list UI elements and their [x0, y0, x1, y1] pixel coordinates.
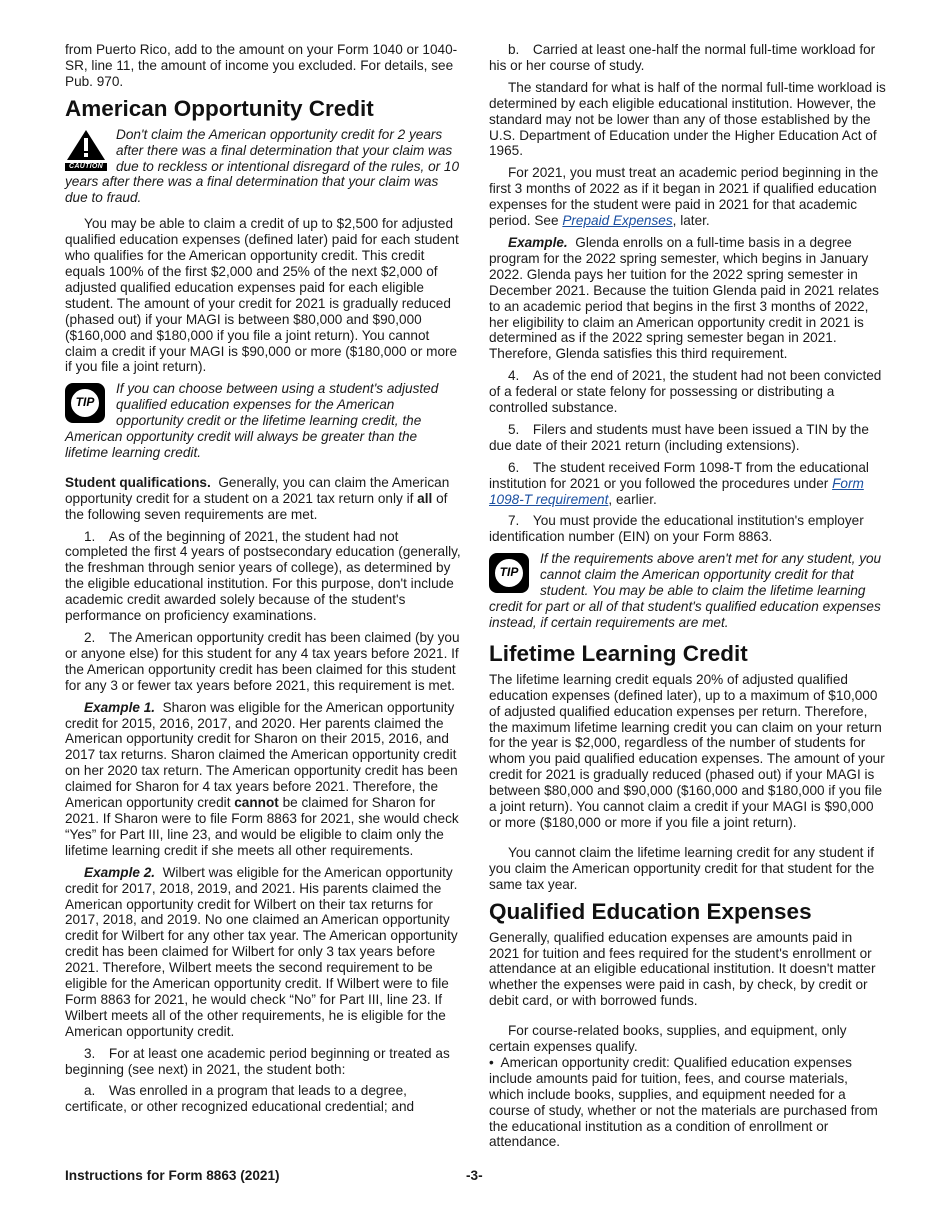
tip-note-2 [489, 551, 886, 631]
requirement-3b: b. Carried at least one-half the normal full-time workload for his or her course of study. [489, 42, 876, 73]
footer-title: Instructions for Form 8863 (2021) [65, 1168, 280, 1183]
form-1098t-link[interactable]: Form 1098-T requirement [489, 475, 864, 507]
qee-paragraph-2: For course-related books, supplies, and equipment, only certain expenses qualify. [489, 1023, 847, 1055]
left-column [65, 42, 462, 1121]
qee-bullet: • American opportunity credit: Qualified education expenses include amounts paid for tuition, fees, and course materials, which include books, supplies, and equipment needed for a course of study, whether or not the materials are purchased from the educational institution as a condition of enrollment or attendance. [489, 1054, 878, 1150]
requirement-5: 5. Filers and students must have been issued a TIN by the due date of their 2021 return (including extensions). [489, 421, 869, 453]
requirement-6 [489, 460, 886, 508]
requirement-7: 7. You must provide the educational institution's employer identification number (EIN) on your Form 8863. [489, 513, 864, 545]
right-column [489, 42, 886, 1156]
aoc-heading: American Opportunity Credit [65, 95, 374, 121]
example-1-label: Example 1. [84, 699, 156, 715]
workload-standard: The standard for what is half of the normal full-time workload is determined by each eligible educational institution. However, the standard may not be lower than any of those established by the U.S. Department of Education under the Higher Education Act of 1965. [489, 79, 886, 159]
prepaid-expenses-link[interactable]: Prepaid Expenses [562, 213, 673, 229]
llc-heading: Lifetime Learning Credit [489, 640, 748, 666]
sq-all: all [417, 490, 433, 506]
sq-lead: Student qualifications. [65, 474, 211, 490]
example-1-text-b: be claimed for Sharon for 2021. If Sharon were to file Form 8863 for 2021, she would check “Yes” for Part III, line 23, and would be eligible to claim only the lifetime learning credit if she meets all other requirements. [65, 795, 459, 858]
page-footer [65, 1168, 885, 1183]
caution-label: CAUTION [65, 163, 107, 171]
example-1-text-a: Sharon was eligible for the American opportunity credit for 2015, 2016, 2017, and 2020. Her parents claimed the American opportunity credit for Sharon on their 2015, 2016, and 2017 tax returns. Sharon claimed the American opportunity credit on her 2020 tax return. The American opportunity credit has been claimed for Sharon for 4 tax years before 2021. Therefore, the American opportunity credit [65, 699, 458, 811]
example-glenda [489, 235, 886, 362]
student-qualifications [65, 475, 462, 523]
caution-note [65, 127, 462, 207]
sq-text-b: of the following seven requirements are met. [65, 490, 448, 522]
example-1 [65, 700, 462, 859]
qee-paragraph-1: Generally, qualified education expenses are amounts paid in 2021 for tuition and fees required for the student's enrollment or attendance at an eligible educational institution. It doesn't matter whether the expenses were paid in cash, by check, by credit or debit card, or with borrowed funds. [489, 929, 876, 1009]
example-text: Glenda enrolls on a full-time basis in a degree program for the 2022 spring semester, which begins in January 2022. Glenda pays her tuition for the 2022 spring semester in December 2021. Because the tuition Glenda paid in 2021 relates to an academic period that begins in the first 3 months of 2022, her eligibility to claim an American opportunity credit in 2021 is determined as if the 2022 spring semester began in 2021. Therefore, Glenda satisfies this third requirement. [489, 234, 879, 362]
caution-text: Don't claim the American opportunity credit for 2 years after there was a final determination that your claim was due to reckless or intentional disregard of the rules, or 10 years after there was a final determination that your claim was due to fraud. [65, 126, 460, 206]
example-1-cannot: cannot [234, 795, 279, 811]
tip-icon [65, 383, 111, 425]
example-label: Example. [508, 234, 568, 250]
tip-icon [489, 553, 535, 595]
requirement-3: 3. For at least one academic period beginning or treated as beginning (see next) in 2021, the student both: [65, 1045, 450, 1077]
sq-text-a: Generally, you can claim the American opportunity credit for a student on a 2021 tax return only if [65, 474, 450, 506]
example-2 [65, 865, 462, 1040]
aoc-paragraph: You may be able to claim a credit of up to $2,500 for adjusted qualified education expenses (defined later) paid for each student who qualifies for the American opportunity credit. This credit equals 100% of the first $2,000 and 25% of the next $2,000 of adjusted qualified education expenses paid for each eligible student. The amount of your credit for 2021 is gradually reduced (phased out) if your MAGI is between $80,000 and $90,000 ($160,000 and $180,000 if you file a joint return). You cannot claim a credit if your MAGI is $90,000 or more ($180,000 or more if you file a joint return). [65, 216, 459, 375]
requirement-4: 4. As of the end of 2021, the student had not been convicted of a federal or state felony for possessing or distributing a controlled substance. [489, 368, 882, 416]
academic-period [489, 165, 886, 229]
tip-text-1: If you can choose between using a student's adjusted qualified education expenses for the American opportunity credit or the lifetime learning credit, the American opportunity credit will always be greater than the lifetime learning credit. [65, 381, 439, 460]
period-text-b: , later. [672, 213, 710, 229]
llc-paragraph-2: You cannot claim the lifetime learning credit for any student if you claim the American opportunity credit for that student for the same tax year. [489, 844, 875, 892]
requirement-3a: a. Was enrolled in a program that leads to a degree, certificate, or other recognized educational credential; and [65, 1083, 415, 1115]
period-text-a: For 2021, you must treat an academic period beginning in the first 3 months of 2022 as if it began in 2021 if qualified education expenses for the student were paid in 2021 for that academic period. See [489, 165, 879, 229]
req6-text-b: , earlier. [608, 491, 657, 507]
tip-label: TIP [67, 385, 103, 421]
requirement-1: 1. As of the beginning of 2021, the student had not completed the first 4 years of postsecondary education (generally, the freshman through senior years of college), as determined by the eligible educational institution. For this purpose, don't include academic credit awarded solely because of the student's performance on proficiency examinations. [65, 528, 461, 624]
tip-note-1 [65, 381, 462, 461]
requirement-2: 2. The American opportunity credit has been claimed (by you or anyone else) for this student for any 4 tax years before 2021. If the American opportunity credit has been claimed for this student for any 3 or fewer tax years before 2021, this requirement is met. [65, 630, 460, 693]
req6-text-a: 6. The student received Form 1098-T from the educational institution for 2021 or you followed the procedures under [489, 459, 869, 491]
qee-heading: Qualified Education Expenses [489, 898, 812, 924]
page-number: -3- [466, 1168, 483, 1183]
intro-paragraph: from Puerto Rico, add to the amount on your Form 1040 or 1040-SR, line 11, the amount of income you excluded. For details, see Pub. 970. [65, 42, 458, 89]
example-2-label: Example 2. [84, 864, 156, 880]
llc-paragraph-1: The lifetime learning credit equals 20% of adjusted qualified education expenses (defined later), up to a maximum of $10,000 of adjusted qualified education expenses per return. Therefore, the maximum lifetime learning credit you can claim on your return for the year is $2,000, regardless of the number of students for whom you paid qualified education expenses. The amount of your credit for 2021 is gradually reduced (phased out) if your MAGI is between $80,000 and $90,000 ($160,000 and $180,000 if you file a joint return). You cannot claim a credit if your MAGI is $90,000 or more ($180,000 or more if you file a joint return). [489, 671, 885, 830]
example-2-text: Wilbert was eligible for the American opportunity credit for 2017, 2018, 2019, and 2021. His parents claimed the American opportunity credit for Wilbert on their tax returns for 2017, 2018, and 2019. No one claimed an American opportunity credit for Wilbert for any other tax year. The American opportunity credit has been claimed for Wilbert for only 3 tax years before 2021. Therefore, Wilbert meets the second requirement to be eligible for the American opportunity credit. If Wilbert were to file Form 8863 for 2021, he would check “No” for Part III, line 23. If Wilbert meets all of the other requirements, he is eligible for the American opportunity credit. [65, 864, 458, 1039]
tip-text-2: If the requirements above aren't met for any student, you cannot claim the American opportunity credit for that student. You may be able to claim the lifetime learning credit for part or all of that student's qualified education expenses instead, if certain requirements are met. [489, 551, 882, 630]
caution-icon [65, 129, 111, 171]
tip-label: TIP [491, 555, 527, 591]
